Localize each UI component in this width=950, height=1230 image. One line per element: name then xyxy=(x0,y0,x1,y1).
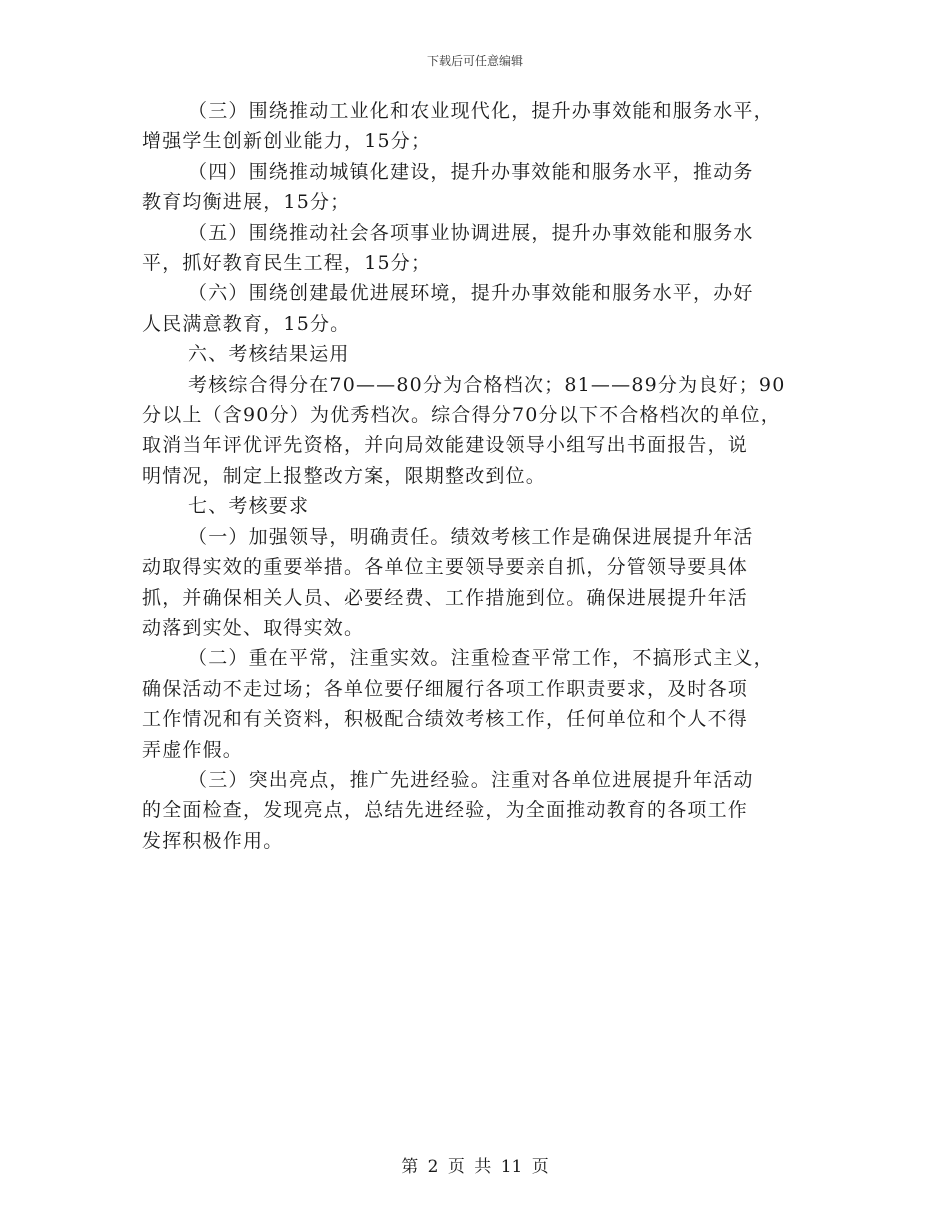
text-line: （一）加强领导，明确责任。绩效考核工作是确保进展提升年活 xyxy=(188,525,754,548)
text-line: 分以上（含90分）为优秀档次。综合得分70分以下不合格档次的单位， xyxy=(142,404,781,427)
text-line: 确保活动不走过场；各单位要仔细履行各项工作职责要求，及时各项 xyxy=(142,677,749,700)
text-line: 弄虚作假。 xyxy=(142,738,244,761)
text-line: （二）重在平常，注重实效。注重检查平常工作，不搞形式主义， xyxy=(188,647,774,670)
text-line: 抓，并确保相关人员、必要经费、工作措施到位。确保进展提升年活 xyxy=(142,586,749,609)
text-line: （三）突出亮点，推广先进经验。注重对各单位进展提升年活动 xyxy=(188,768,754,791)
text-line: 工作情况和有关资料，积极配合绩效考核工作，任何单位和个人不得 xyxy=(142,708,749,731)
text-line: 发挥积极作用。 xyxy=(142,829,284,852)
text-line: 考核综合得分在70——80分为合格档次；81——89分为良好；90 xyxy=(188,373,786,396)
text-line: 动落到实处、取得实效。 xyxy=(142,616,365,639)
section-heading: 六、考核结果运用 xyxy=(188,343,350,366)
text-line: 教育均衡进展，15分； xyxy=(142,191,351,214)
text-line: （六）围绕创建最优进展环境，提升办事效能和服务水平，办好 xyxy=(188,282,754,305)
document-body xyxy=(142,96,814,856)
text-line: 人民满意教育，15分。 xyxy=(142,312,351,335)
text-line: 明情况，制定上报整改方案，限期整改到位。 xyxy=(142,464,547,487)
text-line: （三）围绕推动工业化和农业现代化，提升办事效能和服务水平， xyxy=(188,100,774,122)
text-line: 平，抓好教育民生工程，15分； xyxy=(142,252,432,275)
page-footer: 第 2 页 共 11 页 xyxy=(401,1157,549,1177)
body-text xyxy=(142,96,814,856)
text-line: 增强学生创新创业能力，15分； xyxy=(142,130,432,153)
section-heading: 七、考核要求 xyxy=(188,495,310,518)
text-line: （四）围绕推动城镇化建设，提升办事效能和服务水平，推动务 xyxy=(188,160,754,183)
text-line: 的全面检查，发现亮点，总结先进经验，为全面推动教育的各项工作 xyxy=(142,799,749,822)
text-line: 取消当年评优评先资格，并向局效能建设领导小组写出书面报告，说 xyxy=(142,434,749,457)
page-header: 下载后可任意编辑 xyxy=(426,54,523,68)
text-line: 动取得实效的重要举措。各单位主要领导要亲自抓，分管领导要具体 xyxy=(142,556,749,579)
text-line: （五）围绕推动社会各项事业协调进展，提升办事效能和服务水 xyxy=(188,221,754,244)
